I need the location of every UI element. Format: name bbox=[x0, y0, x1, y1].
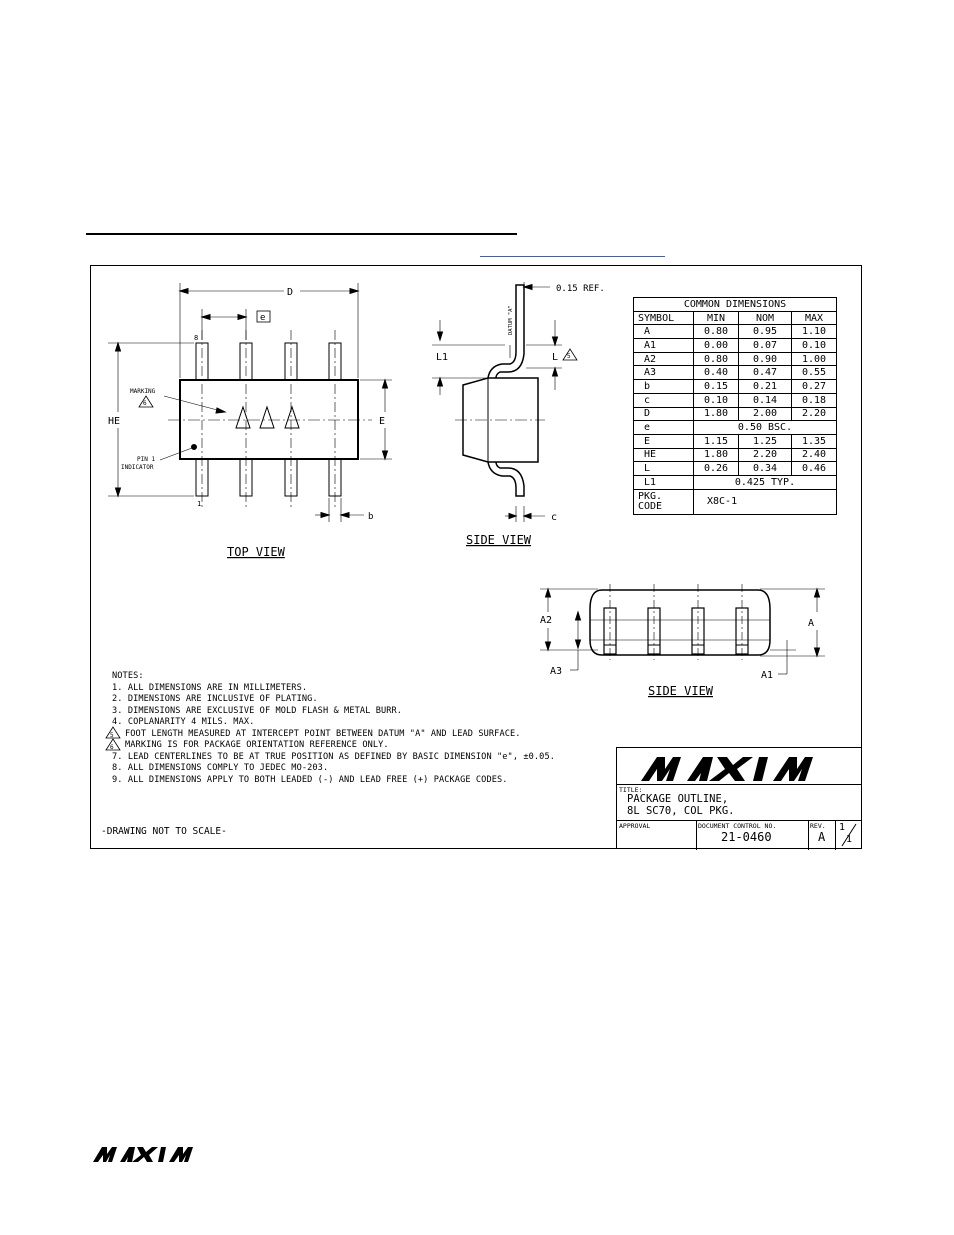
cell: 1.25 bbox=[739, 434, 792, 448]
dim-label-A2: A2 bbox=[540, 615, 553, 626]
dim-label-L1: L1 bbox=[436, 352, 449, 363]
cell: 0.07 bbox=[739, 339, 792, 353]
cell: 1.10 bbox=[792, 325, 837, 339]
marking-note-flag: 6 bbox=[143, 400, 147, 407]
side-view-1 bbox=[432, 282, 577, 522]
note-item: 7. LEAD CENTERLINES TO BE AT TRUE POSITION AS DEFINED BY BASIC DIMENSION "e", ±0.05. bbox=[112, 751, 556, 762]
cell: 0.46 bbox=[792, 462, 837, 476]
cell: e bbox=[634, 421, 694, 435]
table-row bbox=[634, 489, 837, 514]
dim-label-A3: A3 bbox=[550, 666, 563, 677]
table-row bbox=[634, 366, 837, 380]
cell: 1.80 bbox=[694, 407, 739, 421]
table-row bbox=[634, 352, 837, 366]
cell: A1 bbox=[634, 339, 694, 353]
cell: 2.20 bbox=[792, 407, 837, 421]
sheet-number: 1 bbox=[839, 822, 846, 833]
cell: 2.20 bbox=[739, 448, 792, 462]
dim-label-HE: HE bbox=[108, 416, 121, 427]
top-view-body bbox=[108, 283, 392, 522]
cell: 1.00 bbox=[792, 352, 837, 366]
pkg-label-1: PKG. bbox=[638, 490, 663, 502]
note-item: 1. ALL DIMENSIONS ARE IN MILLIMETERS. bbox=[112, 682, 308, 693]
note-item: 4. COPLANARITY 4 MILS. MAX. bbox=[112, 717, 255, 727]
cell: 1.35 bbox=[792, 434, 837, 448]
table-row bbox=[634, 407, 837, 421]
pkg-code: X8C-1 bbox=[694, 489, 837, 514]
table-title: COMMON DIMENSIONS bbox=[634, 298, 837, 312]
dim-label-E: E bbox=[379, 416, 386, 427]
cell: 0.50 BSC. bbox=[694, 421, 837, 435]
cell: 0.18 bbox=[792, 393, 837, 407]
cell: A3 bbox=[634, 366, 694, 380]
table-row bbox=[634, 434, 837, 448]
pin-8-label: 8 bbox=[194, 334, 199, 342]
table-row bbox=[634, 448, 837, 462]
approval-label: APPROVAL bbox=[619, 822, 651, 830]
header-nom: NOM bbox=[739, 311, 792, 325]
table-row bbox=[634, 393, 837, 407]
table-row bbox=[634, 462, 837, 476]
pkg-label-2: CODE bbox=[638, 500, 663, 512]
side-view-1-title: SIDE VIEW bbox=[466, 533, 532, 547]
cell: 1.80 bbox=[694, 448, 739, 462]
cell: 2.00 bbox=[739, 407, 792, 421]
pin1-indicator-label-2: INDICATOR bbox=[121, 464, 154, 471]
cell: A bbox=[634, 325, 694, 339]
table-row bbox=[634, 380, 837, 394]
title-line-1: PACKAGE OUTLINE, bbox=[627, 793, 729, 805]
dim-label-D: D bbox=[287, 287, 294, 298]
cell: 0.40 bbox=[694, 366, 739, 380]
table-row bbox=[634, 475, 837, 489]
cell: 0.80 bbox=[694, 325, 739, 339]
cell: 0.10 bbox=[694, 393, 739, 407]
cell: 0.90 bbox=[739, 352, 792, 366]
rev-value: A bbox=[818, 830, 826, 844]
sheet-total: 1 bbox=[846, 834, 853, 845]
cell: 0.95 bbox=[739, 325, 792, 339]
doc-control-number: 21-0460 bbox=[721, 830, 772, 844]
dim-label-b: b bbox=[368, 512, 374, 522]
not-to-scale-note: -DRAWING NOT TO SCALE- bbox=[101, 826, 227, 837]
cell: 0.34 bbox=[739, 462, 792, 476]
title-block bbox=[616, 747, 862, 849]
title-line-2: 8L SC70, COL PKG. bbox=[627, 805, 735, 817]
pin1-indicator-label-1: PIN 1 bbox=[137, 456, 156, 463]
note-6-flag: 6 bbox=[110, 744, 114, 751]
header-max: MAX bbox=[792, 311, 837, 325]
doc-control-label: DOCUMENT CONTROL NO. bbox=[698, 822, 777, 830]
cell: 0.14 bbox=[739, 393, 792, 407]
rev-label: REV. bbox=[810, 822, 826, 830]
cell: 0.15 bbox=[694, 380, 739, 394]
cell: D bbox=[634, 407, 694, 421]
cell: 0.27 bbox=[792, 380, 837, 394]
note-item: 9. ALL DIMENSIONS APPLY TO BOTH LEADED (-) AND LEAD FREE (+) PACKAGE CODES. bbox=[112, 774, 508, 785]
cell: L bbox=[634, 462, 694, 476]
note-item: FOOT LENGTH MEASURED AT INTERCEPT POINT BETWEEN DATUM "A" AND LEAD SURFACE. bbox=[125, 728, 521, 739]
L-note-flag: 5 bbox=[567, 353, 571, 360]
cell: 1.15 bbox=[694, 434, 739, 448]
pin-1-label: 1 bbox=[197, 500, 202, 508]
note-item: 2. DIMENSIONS ARE INCLUSIVE OF PLATING. bbox=[112, 694, 318, 704]
cell: 0.10 bbox=[792, 339, 837, 353]
cell: 2.40 bbox=[792, 448, 837, 462]
dim-label-e: e bbox=[260, 313, 266, 323]
dim-label-c: c bbox=[551, 512, 558, 523]
note-item: 8. ALL DIMENSIONS COMPLY TO JEDEC MO-203. bbox=[112, 763, 329, 773]
notes-block bbox=[112, 671, 555, 786]
cell: 0.21 bbox=[739, 380, 792, 394]
ref-label: 0.15 REF. bbox=[556, 284, 605, 294]
side-view-2-title: SIDE VIEW bbox=[648, 684, 714, 698]
dim-label-A: A bbox=[808, 618, 815, 629]
cell: L1 bbox=[634, 475, 694, 489]
cell: HE bbox=[634, 448, 694, 462]
cell: 0.80 bbox=[694, 352, 739, 366]
side-view-2 bbox=[540, 584, 825, 674]
cell: 0.26 bbox=[694, 462, 739, 476]
datum-label: DATUM "A" bbox=[508, 305, 514, 335]
table-row bbox=[634, 421, 837, 435]
cell: E bbox=[634, 434, 694, 448]
sheet-slash bbox=[836, 822, 862, 848]
title-label: TITLE: bbox=[619, 786, 643, 794]
cell: 0.55 bbox=[792, 366, 837, 380]
cell: A2 bbox=[634, 352, 694, 366]
marking-label: MARKING bbox=[130, 388, 156, 395]
cell: 0.00 bbox=[694, 339, 739, 353]
maxim-logo bbox=[637, 753, 842, 783]
top-view-title: TOP VIEW bbox=[227, 545, 285, 559]
note-5-flag: 5 bbox=[110, 732, 114, 739]
cell: c bbox=[634, 393, 694, 407]
cell: 0.47 bbox=[739, 366, 792, 380]
table-row bbox=[634, 339, 837, 353]
note-item: MARKING IS FOR PACKAGE ORIENTATION REFERENCE ONLY. bbox=[125, 740, 389, 750]
notes-heading: NOTES: bbox=[112, 671, 144, 681]
cell: b bbox=[634, 380, 694, 394]
header-symbol: SYMBOL bbox=[634, 311, 694, 325]
header-min: MIN bbox=[694, 311, 739, 325]
table-row bbox=[634, 325, 837, 339]
dim-label-A1: A1 bbox=[761, 670, 774, 681]
maxim-footer-logo bbox=[92, 1145, 202, 1163]
dim-label-L: L bbox=[552, 352, 559, 363]
note-item: 3. DIMENSIONS ARE EXCLUSIVE OF MOLD FLASH & METAL BURR. bbox=[112, 705, 403, 716]
common-dimensions-table bbox=[633, 297, 837, 515]
cell: 0.425 TYP. bbox=[694, 475, 837, 489]
